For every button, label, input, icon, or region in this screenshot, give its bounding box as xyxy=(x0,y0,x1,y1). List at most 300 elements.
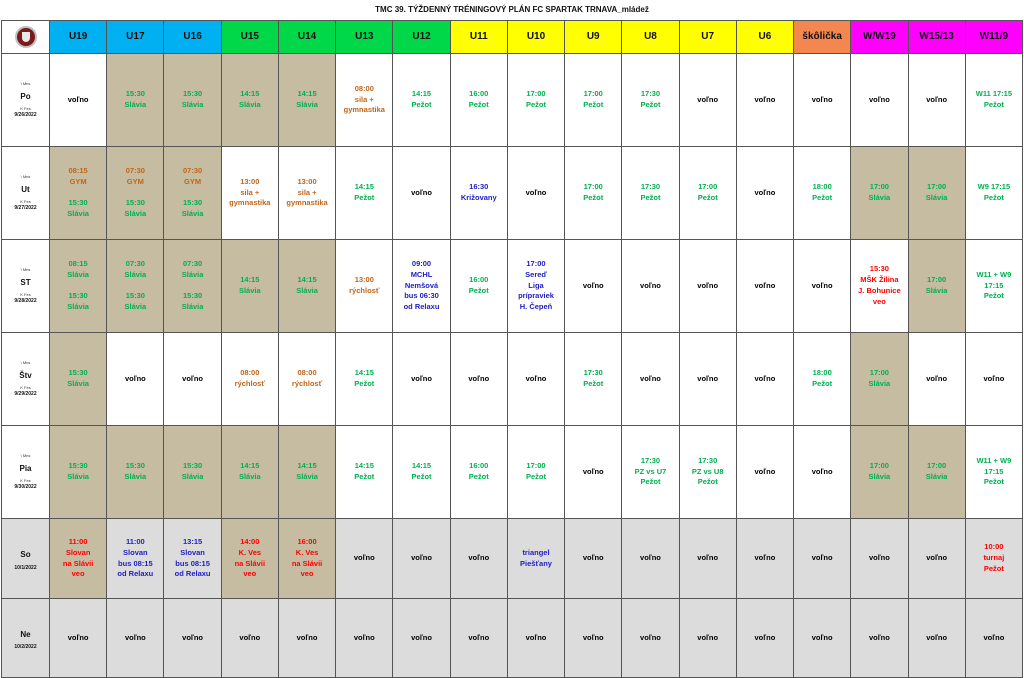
session-text: 15:30 Slávia xyxy=(124,198,147,218)
session-text: voľno xyxy=(124,373,146,383)
session-text: 14:15 Slávia xyxy=(238,275,261,295)
schedule-cell xyxy=(50,426,107,519)
schedule-cell xyxy=(50,599,107,678)
session-text: 15:30 Slávia xyxy=(67,461,89,481)
team-header: U7 xyxy=(679,21,736,54)
team-header: W15/13 xyxy=(908,21,965,54)
schedule-cell xyxy=(278,147,335,240)
session-text: 16:30 Križovany xyxy=(460,182,497,202)
schedule-cell xyxy=(794,333,851,426)
session-text: voľno xyxy=(754,280,776,290)
day-label-cell xyxy=(2,240,50,333)
team-header: U12 xyxy=(393,21,450,54)
day-row xyxy=(2,426,1023,519)
schedule-cell xyxy=(507,599,564,678)
session-text: 17:30 Pežot xyxy=(640,182,661,202)
session-text: 11:00 Slovan na Slávii veo xyxy=(62,536,94,579)
session-text: 15:30 Slávia xyxy=(67,368,89,388)
schedule-cell xyxy=(622,54,679,147)
day-name: Pia xyxy=(19,463,32,473)
session-text: voľno xyxy=(983,632,1005,642)
schedule-cell xyxy=(50,333,107,426)
schedule-cell xyxy=(565,333,622,426)
session-text: 14:15 Slávia xyxy=(238,461,261,481)
session-text: voľno xyxy=(697,553,719,563)
schedule-cell xyxy=(965,599,1022,678)
schedule-cell xyxy=(164,147,221,240)
schedule-cell xyxy=(164,426,221,519)
session-text: voľno xyxy=(811,553,833,563)
schedule-cell xyxy=(565,599,622,678)
session-text: voľno xyxy=(754,94,776,104)
schedule-cell xyxy=(393,54,450,147)
session-text: voľno xyxy=(468,373,490,383)
session-text: 07:30 GYM xyxy=(125,166,145,187)
team-header: U13 xyxy=(336,21,393,54)
day-name: Ut xyxy=(21,184,30,194)
schedule-cell xyxy=(622,147,679,240)
schedule-cell xyxy=(393,426,450,519)
session-text: voľno xyxy=(411,553,432,563)
schedule-cell xyxy=(565,426,622,519)
schedule-cell xyxy=(679,54,736,147)
session-text: voľno xyxy=(754,553,776,563)
session-text: voľno xyxy=(926,94,948,104)
session-text: voľno xyxy=(811,280,833,290)
day-label-cell xyxy=(2,147,50,240)
schedule-cell xyxy=(450,147,507,240)
schedule-cell xyxy=(851,147,908,240)
team-header: U10 xyxy=(507,21,564,54)
session-text: 08:00 rýchlosť xyxy=(291,368,323,388)
schedule-cell xyxy=(164,519,221,599)
team-header: W/W19 xyxy=(851,21,908,54)
schedule-cell xyxy=(908,333,965,426)
schedule-cell xyxy=(50,240,107,333)
schedule-cell xyxy=(107,333,164,426)
session-text: 08:00 sila + gymnastika xyxy=(343,83,385,115)
session-text: voľno xyxy=(582,632,604,642)
schedule-cell xyxy=(164,54,221,147)
session-text: voľno xyxy=(640,632,661,642)
schedule-cell xyxy=(278,599,335,678)
schedule-cell xyxy=(507,240,564,333)
schedule-cell xyxy=(336,54,393,147)
session-text: voľno xyxy=(811,632,833,642)
day-note-mid: K Fes xyxy=(20,106,31,112)
session-text: voľno xyxy=(582,466,604,476)
session-text: W11 + W9 17:15 Pežot xyxy=(976,269,1012,301)
session-text: 15:30 Slávia xyxy=(181,89,204,109)
team-header: U8 xyxy=(622,21,679,54)
session-text: voľno xyxy=(239,632,261,642)
session-text: voľno xyxy=(697,94,719,104)
schedule-cell xyxy=(736,54,793,147)
schedule-cell xyxy=(622,240,679,333)
schedule-cell xyxy=(794,54,851,147)
session-text: voľno xyxy=(983,373,1005,383)
schedule-cell xyxy=(50,147,107,240)
session-text: voľno xyxy=(124,632,146,642)
schedule-cell xyxy=(965,240,1022,333)
session-text: 13:00 rýchlosť xyxy=(349,275,380,295)
schedule-cell xyxy=(221,54,278,147)
schedule-cell xyxy=(908,599,965,678)
schedule-cell xyxy=(507,519,564,599)
schedule-cell xyxy=(393,240,450,333)
schedule-cell xyxy=(565,240,622,333)
session-text: 13:00 sila + gymnastika xyxy=(286,176,328,208)
session-text: 11:00 Slovan bus 08:15 od Relaxu xyxy=(117,536,154,579)
schedule-cell xyxy=(679,240,736,333)
session-text: voľno xyxy=(868,553,890,563)
club-logo-cell xyxy=(2,21,50,54)
session-text: 17:00 Slávia xyxy=(868,461,891,481)
team-header: U16 xyxy=(164,21,221,54)
session-text: voľno xyxy=(411,632,432,642)
session-text: 17:30 PZ vs U7 Pežot xyxy=(634,455,667,487)
day-label-cell xyxy=(2,519,50,599)
session-text: 09:00 MCHL Nemšová bus 06:30 od Relaxu xyxy=(403,258,440,312)
session-text: 10:00 turnaj Pežot xyxy=(983,542,1005,573)
session-text: voľno xyxy=(411,187,432,197)
schedule-cell xyxy=(221,599,278,678)
schedule-cell xyxy=(393,333,450,426)
session-text: W11 17:15 Pežot xyxy=(975,89,1013,109)
schedule-cell xyxy=(965,147,1022,240)
session-text: 14:00 K. Ves na Slávii veo xyxy=(234,536,266,579)
day-row xyxy=(2,599,1023,678)
schedule-cell xyxy=(908,54,965,147)
schedule-cell xyxy=(794,599,851,678)
schedule-cell xyxy=(679,147,736,240)
session-text: voľno xyxy=(640,280,661,290)
schedule-body xyxy=(2,54,1023,678)
session-text: 16:00 Pežot xyxy=(468,89,489,109)
schedule-cell xyxy=(794,519,851,599)
session-text: 17:00 Slávia xyxy=(925,182,948,202)
session-text: W9 17:15 Pežot xyxy=(977,182,1011,202)
session-text: 17:30 PZ vs U8 Pežot xyxy=(691,455,724,487)
session-text: 08:00 rýchlosť xyxy=(234,368,265,388)
schedule-cell xyxy=(221,333,278,426)
day-name: So xyxy=(20,550,31,560)
schedule-cell xyxy=(622,333,679,426)
day-date: 10/2/2022 xyxy=(14,644,37,651)
day-date: 9/28/2022 xyxy=(14,297,37,304)
schedule-cell xyxy=(450,426,507,519)
session-text: 14:15 Pežot xyxy=(354,182,375,202)
schedule-cell xyxy=(336,240,393,333)
header-row xyxy=(2,21,1023,54)
session-text: 14:15 Pežot xyxy=(411,461,432,481)
session-text: voľno xyxy=(754,373,776,383)
session-text: 18:00 Pežot xyxy=(812,368,833,388)
day-label-cell xyxy=(2,426,50,519)
schedule-cell xyxy=(393,599,450,678)
schedule-cell xyxy=(908,426,965,519)
schedule-cell xyxy=(221,240,278,333)
session-text: voľno xyxy=(67,94,89,104)
team-header: U11 xyxy=(450,21,507,54)
session-text: voľno xyxy=(640,553,661,563)
session-text: 07:30 Slávia 15:30 Slávia xyxy=(124,258,147,312)
session-text: voľno xyxy=(754,632,776,642)
session-text: voľno xyxy=(640,373,661,383)
team-header: škôlička xyxy=(794,21,851,54)
day-label-cell xyxy=(2,333,50,426)
session-text: voľno xyxy=(754,466,776,476)
session-text: voľno xyxy=(182,632,203,642)
session-text: 14:15 Slávia xyxy=(296,89,318,109)
schedule-cell xyxy=(278,426,335,519)
day-date: 9/27/2022 xyxy=(14,204,37,211)
schedule-cell xyxy=(50,54,107,147)
day-date: 9/26/2022 xyxy=(14,111,37,118)
session-text: voľno xyxy=(582,280,604,290)
schedule-cell xyxy=(393,519,450,599)
session-text: voľno xyxy=(868,632,890,642)
day-date: 9/29/2022 xyxy=(14,390,37,397)
session-text: 08:15 GYM xyxy=(68,166,88,187)
day-label-cell xyxy=(2,599,50,678)
schedule-cell xyxy=(794,147,851,240)
page-title: TMC 39. TÝŽDENNÝ TRÉNINGOVÝ PLÁN FC SPARTAK TRNAVA_mládež xyxy=(375,5,649,14)
session-text: 14:15 Pežot xyxy=(411,89,432,109)
schedule-cell xyxy=(736,333,793,426)
schedule-cell xyxy=(851,54,908,147)
schedule-cell xyxy=(450,599,507,678)
day-label-cell xyxy=(2,54,50,147)
schedule-cell xyxy=(278,240,335,333)
day-note-mid: K Fes xyxy=(20,385,31,391)
schedule-cell xyxy=(851,333,908,426)
session-text: 17:00 Slávia xyxy=(925,461,948,481)
session-text: 14:15 Slávia xyxy=(238,89,261,109)
session-text: 17:30 Pežot xyxy=(640,89,661,109)
session-text: voľno xyxy=(926,373,948,383)
team-header: U6 xyxy=(736,21,793,54)
schedule-cell xyxy=(736,240,793,333)
session-text: 15:30 Slávia xyxy=(181,198,204,218)
team-header: U15 xyxy=(221,21,278,54)
session-text: voľno xyxy=(868,94,890,104)
schedule-cell xyxy=(450,240,507,333)
schedule-cell xyxy=(278,333,335,426)
session-text: 07:30 GYM xyxy=(182,166,203,187)
session-text: voľno xyxy=(811,94,833,104)
session-text: 14:15 Pežot xyxy=(354,461,375,481)
schedule-cell xyxy=(107,54,164,147)
schedule-cell xyxy=(336,426,393,519)
session-text: 14:15 Slávia xyxy=(296,275,318,295)
session-text: 17:00 Slávia xyxy=(868,182,891,202)
session-text: 16:00 K. Ves na Slávii veo xyxy=(291,536,323,579)
schedule-cell xyxy=(565,519,622,599)
session-text: 16:00 Pežot xyxy=(468,461,489,481)
day-row xyxy=(2,519,1023,599)
schedule-cell xyxy=(851,240,908,333)
session-text: voľno xyxy=(525,187,547,197)
schedule-cell xyxy=(736,147,793,240)
schedule-cell xyxy=(679,599,736,678)
session-text: voľno xyxy=(67,632,89,642)
day-date: 9/30/2022 xyxy=(14,483,37,490)
schedule-cell xyxy=(794,240,851,333)
schedule-cell xyxy=(107,519,164,599)
schedule-cell xyxy=(107,147,164,240)
session-text: 17:00 Pežot xyxy=(583,182,604,202)
schedule-cell xyxy=(908,147,965,240)
schedule-cell xyxy=(851,599,908,678)
schedule-cell xyxy=(50,519,107,599)
schedule-cell xyxy=(507,54,564,147)
session-text: 14:15 Slávia xyxy=(296,461,318,481)
session-text: voľno xyxy=(582,553,604,563)
session-text: 17:00 Slávia xyxy=(868,368,891,388)
day-note-mid: K Fes xyxy=(20,478,31,484)
schedule-cell xyxy=(507,147,564,240)
day-row xyxy=(2,147,1023,240)
schedule-cell xyxy=(507,333,564,426)
schedule-cell xyxy=(794,426,851,519)
day-note-mid: K Fes xyxy=(20,292,31,298)
day-name: Štv xyxy=(19,370,32,380)
session-text: 13:00 sila + gymnastika xyxy=(229,176,271,208)
session-text: 15:30 Slávia xyxy=(124,89,147,109)
schedule-cell xyxy=(164,599,221,678)
session-text: 15:30 Slávia xyxy=(124,461,147,481)
schedule-cell xyxy=(851,519,908,599)
schedule-cell xyxy=(336,519,393,599)
session-text: voľno xyxy=(697,632,719,642)
day-name: Po xyxy=(20,91,31,101)
session-text: 17:00 Pežot xyxy=(525,461,546,481)
day-note-top: \ Mns xyxy=(20,266,31,272)
session-text: voľno xyxy=(697,280,719,290)
day-note-top: \ Mns xyxy=(20,452,31,458)
session-text: voľno xyxy=(353,632,375,642)
schedule-cell xyxy=(908,240,965,333)
team-header: U17 xyxy=(107,21,164,54)
day-note-top: \ Mns xyxy=(20,173,31,179)
schedule-cell xyxy=(107,240,164,333)
schedule-cell xyxy=(851,426,908,519)
schedule-cell xyxy=(164,333,221,426)
club-logo-icon xyxy=(15,26,37,48)
session-text: voľno xyxy=(811,466,833,476)
session-text: voľno xyxy=(182,373,203,383)
session-text: 17:00 Sereď Liga prípraviek H. Čepeň xyxy=(518,258,554,312)
schedule-cell xyxy=(736,599,793,678)
schedule-cell xyxy=(107,426,164,519)
session-text: 08:15 Slávia 15:30 Slávia xyxy=(67,258,89,312)
session-text: 15:30 Slávia xyxy=(181,461,204,481)
session-text: voľno xyxy=(926,553,948,563)
schedule-cell xyxy=(336,147,393,240)
session-text: voľno xyxy=(525,632,547,642)
session-text: voľno xyxy=(468,632,490,642)
schedule-cell xyxy=(450,54,507,147)
schedule-cell xyxy=(908,519,965,599)
schedule-cell xyxy=(965,54,1022,147)
session-text: 07:30 Slávia 15:30 Slávia xyxy=(181,258,204,312)
schedule-cell xyxy=(278,519,335,599)
team-header: W11/9 xyxy=(965,21,1022,54)
team-header: U9 xyxy=(565,21,622,54)
session-text: 17:30 Pežot xyxy=(583,368,604,388)
schedule-cell xyxy=(393,147,450,240)
day-row xyxy=(2,333,1023,426)
schedule-cell xyxy=(965,426,1022,519)
schedule-cell xyxy=(622,519,679,599)
schedule-cell xyxy=(736,426,793,519)
session-text: voľno xyxy=(353,553,375,563)
day-row xyxy=(2,240,1023,333)
schedule-cell xyxy=(221,426,278,519)
schedule-cell xyxy=(221,519,278,599)
session-text: 16:00 Pežot xyxy=(468,275,489,295)
schedule-cell xyxy=(336,333,393,426)
schedule-cell xyxy=(565,54,622,147)
schedule-cell xyxy=(679,333,736,426)
day-note-top: \ Mns xyxy=(20,359,31,365)
session-text: 13:15 Slovan bus 08:15 od Relaxu xyxy=(174,536,211,579)
schedule-cell xyxy=(164,240,221,333)
schedule-cell xyxy=(679,426,736,519)
schedule-cell xyxy=(622,599,679,678)
day-note-top: \ Mns xyxy=(20,80,31,86)
schedule-cell xyxy=(565,147,622,240)
session-text: 17:00 Pežot xyxy=(525,89,546,109)
session-text: 18:00 Pežot xyxy=(812,182,833,202)
team-header: U19 xyxy=(50,21,107,54)
session-text: triangel Piešťany xyxy=(520,547,552,568)
schedule-cell xyxy=(336,599,393,678)
schedule-cell xyxy=(507,426,564,519)
session-text: voľno xyxy=(926,632,948,642)
session-text: voľno xyxy=(697,373,719,383)
schedule-cell xyxy=(221,147,278,240)
session-text: 15:30 Slávia xyxy=(67,198,89,218)
team-header: U14 xyxy=(278,21,335,54)
schedule-cell xyxy=(736,519,793,599)
session-text: 15:30 MŠK Žilina J. Bohunice veo xyxy=(858,264,901,306)
schedule-cell xyxy=(450,333,507,426)
day-row xyxy=(2,54,1023,147)
schedule-cell xyxy=(965,519,1022,599)
schedule-cell xyxy=(278,54,335,147)
session-text: voľno xyxy=(411,373,432,383)
day-note-mid: K Fes xyxy=(20,199,31,205)
schedule-cell xyxy=(965,333,1022,426)
schedule-cell xyxy=(679,519,736,599)
schedule-cell xyxy=(622,426,679,519)
session-text: 17:00 Pežot xyxy=(697,182,718,202)
schedule-cell xyxy=(450,519,507,599)
training-schedule-table xyxy=(1,20,1023,678)
session-text: voľno xyxy=(468,553,490,563)
session-text: 17:00 Pežot xyxy=(583,89,604,109)
day-name: Ne xyxy=(20,629,31,639)
session-text: voľno xyxy=(525,373,547,383)
day-name: ST xyxy=(20,277,31,287)
session-text: voľno xyxy=(296,632,318,642)
schedule-cell xyxy=(107,599,164,678)
session-text: 14:15 Pežot xyxy=(354,368,375,388)
day-date: 10/1/2022 xyxy=(14,564,37,571)
session-text: voľno xyxy=(754,187,776,197)
